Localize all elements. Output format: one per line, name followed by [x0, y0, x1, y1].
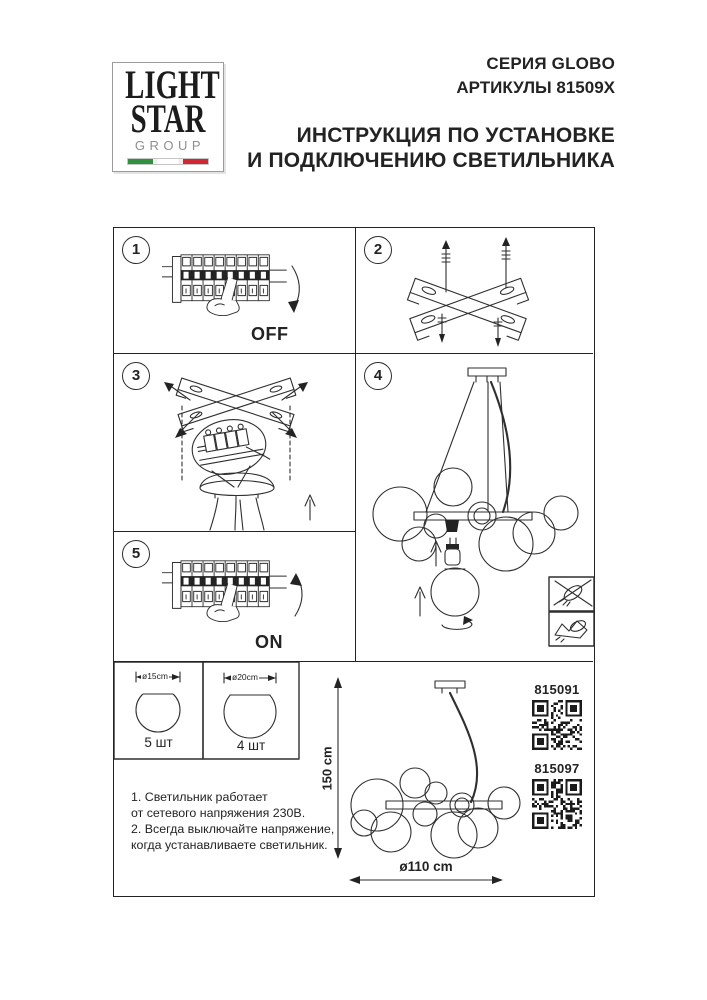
height-dimension-arrow: [334, 677, 342, 859]
instruction-title-line1: ИНСТРУКЦИЯ ПО УСТАНОВКЕ: [296, 124, 615, 147]
logo-word-star: STAR: [130, 97, 206, 142]
lightstar-logo: [112, 62, 224, 172]
globe-small-diameter: ø15cm: [142, 671, 168, 681]
qr-code-1: [532, 700, 582, 750]
chandelier-assembly-illustration: [356, 354, 596, 661]
series-title: СЕРИЯ GLOBO: [486, 54, 615, 73]
logo-word-group: GROUP: [134, 138, 206, 153]
diagram-grid: [113, 227, 595, 897]
specs-illustration: [114, 662, 593, 896]
height-dimension-label: 150 cm: [319, 746, 335, 791]
qr-code-2: [532, 779, 582, 829]
note-line: 2. Всегда выключайте напряжение,: [131, 821, 335, 836]
logo-word-light: LIGHT: [125, 63, 220, 108]
breaker-on-illustration: [114, 532, 355, 661]
instruction-title: [247, 123, 615, 173]
step-2-panel: [356, 228, 596, 353]
step-number: 5: [122, 540, 150, 568]
header-titles: [247, 55, 615, 173]
off-label: OFF: [251, 324, 289, 344]
step-number: 4: [364, 362, 392, 390]
globe-small-qty: 5 шт: [144, 735, 173, 750]
italian-flag-stripe: [127, 158, 209, 165]
instruction-title-line2: И ПОДКЛЮЧЕНИЮ СВЕТИЛЬНИКА: [247, 149, 615, 172]
step-3-panel: [114, 354, 355, 531]
globe-small-drawing: [135, 672, 181, 732]
articles-title: АРТИКУЛЫ 81509X: [456, 78, 615, 97]
step-5-panel: [114, 532, 355, 661]
step-1-panel: [114, 228, 355, 353]
globe-large-qty: 4 шт: [236, 738, 266, 753]
step-number: 1: [122, 236, 150, 264]
use-cloth-warning-icon: [555, 619, 587, 642]
globe-large-diameter: ø20cm: [232, 672, 258, 682]
article-code-1: 815091: [534, 682, 580, 697]
step-number: 3: [122, 362, 150, 390]
ceiling-wiring-illustration: [114, 354, 355, 531]
width-dimension-arrow: [349, 876, 503, 884]
step-4-panel: [356, 354, 596, 661]
width-dimension-label: ø110 cm: [376, 859, 476, 874]
mounting-bracket-illustration: [356, 228, 596, 353]
note-line: когда устанавливаете светильник.: [131, 837, 328, 852]
note-line: 1. Светильник работает: [131, 790, 268, 804]
breaker-off-illustration: [114, 228, 355, 353]
safety-notes: [131, 790, 334, 854]
specs-panel: [114, 662, 593, 896]
g9-bulb-icon: [445, 538, 460, 565]
step-number: 2: [364, 236, 392, 264]
on-label: ON: [255, 632, 283, 652]
globe-large-drawing: [220, 673, 280, 738]
chandelier-drawing: [351, 681, 520, 858]
note-line: от сетевого напряжения 230В.: [131, 805, 306, 820]
no-bare-hands-warning-icon: [554, 580, 592, 606]
article-code-2: 815097: [534, 761, 580, 776]
